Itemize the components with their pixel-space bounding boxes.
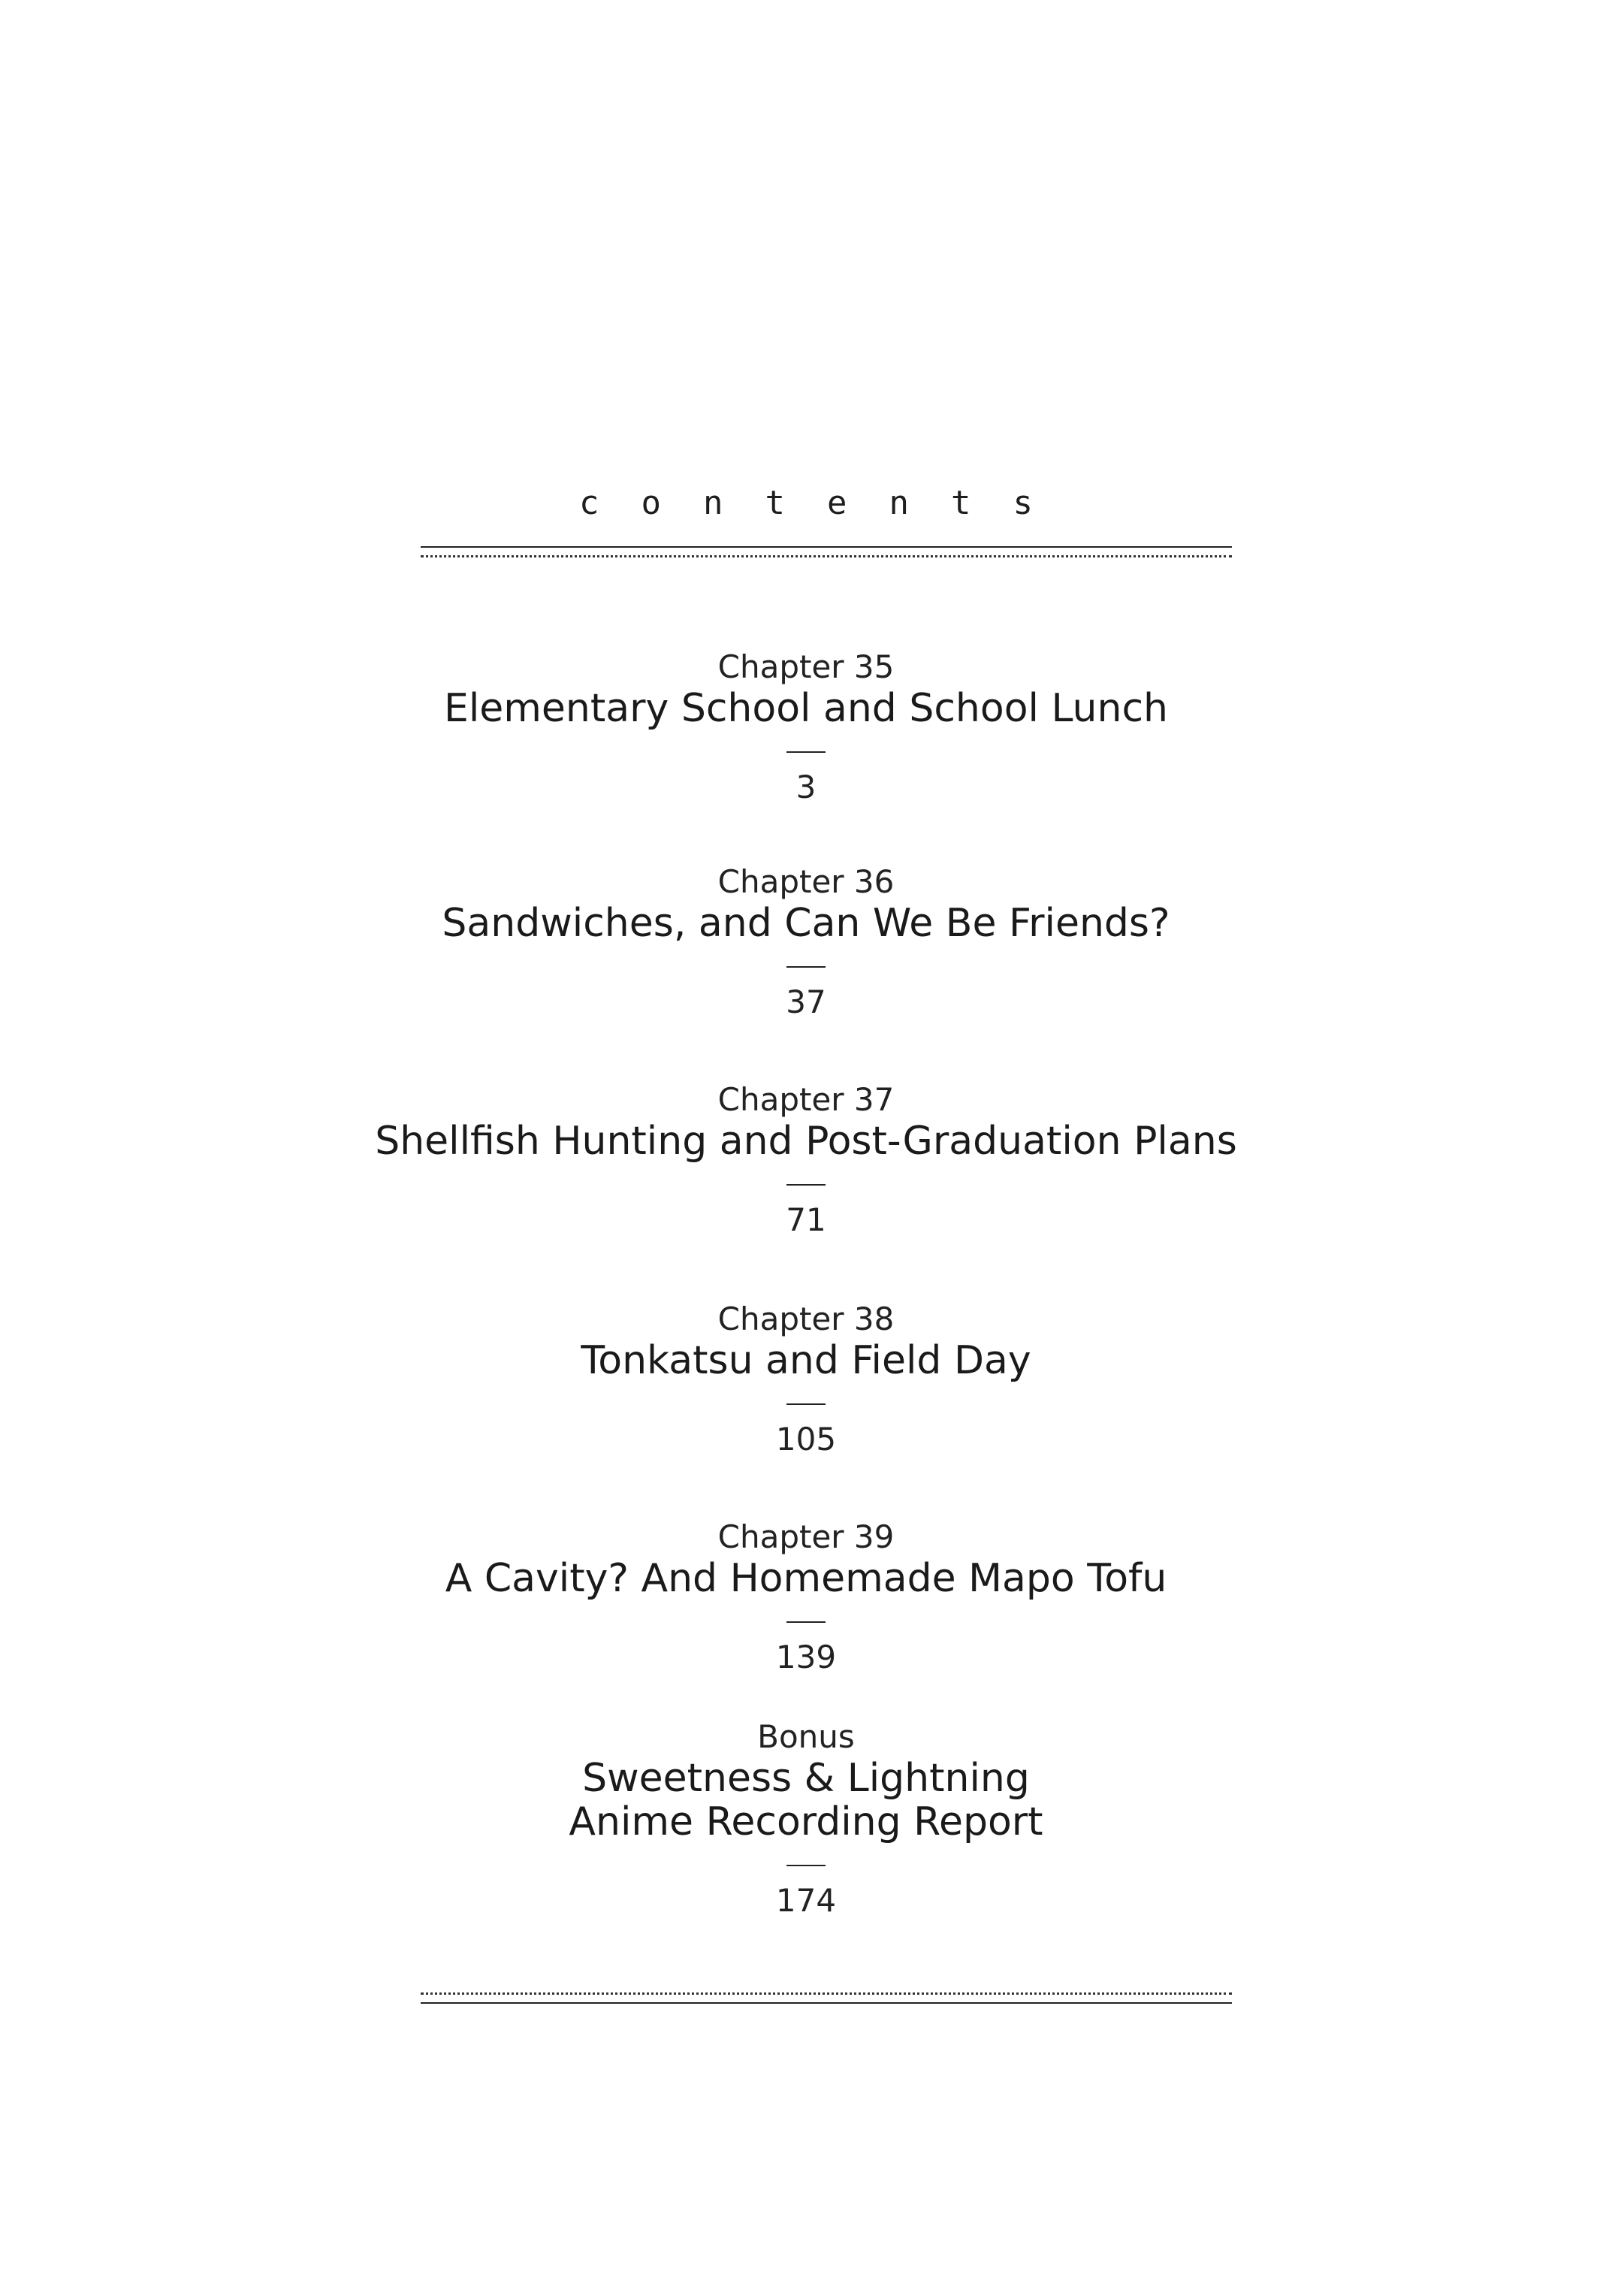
- page-number: 71: [786, 1201, 826, 1238]
- bottom-divider-solid-line: [421, 2002, 1232, 2004]
- chapter-title: A Cavity? And Homemade Mapo Tofu: [445, 1556, 1167, 1601]
- bonus-label: Bonus: [757, 1718, 855, 1755]
- chapter-label: Chapter 38: [717, 1301, 895, 1337]
- chapter-title: Sandwiches, and Can We Be Friends?: [442, 901, 1170, 946]
- chapter-title: Shellfish Hunting and Post-Graduation Plans: [375, 1119, 1237, 1164]
- toc-entry-chapter-35: [0, 648, 1612, 805]
- chapter-label: Chapter 36: [717, 863, 895, 900]
- chapter-title: Tonkatsu and Field Day: [581, 1338, 1031, 1383]
- separator-dash: [786, 966, 826, 968]
- toc-entry-chapter-39: [0, 1518, 1612, 1675]
- page-number: 105: [775, 1421, 837, 1458]
- toc-entry-chapter-38: [0, 1300, 1612, 1458]
- separator-dash: [786, 1403, 826, 1405]
- page-number: 3: [795, 769, 817, 805]
- bottom-divider-dotted-line: [421, 1992, 1232, 1995]
- bonus-title-line-2: Anime Recording Report: [569, 1799, 1043, 1844]
- separator-dash: [786, 751, 826, 753]
- chapter-label: Chapter 37: [717, 1081, 895, 1118]
- page-number: 139: [775, 1639, 837, 1675]
- chapter-label: Chapter 39: [717, 1518, 895, 1555]
- bonus-title-line-1: Sweetness & Lightning: [582, 1756, 1030, 1801]
- separator-dash: [786, 1621, 826, 1623]
- top-divider-solid-line: [421, 546, 1232, 548]
- top-divider: [421, 546, 1232, 557]
- chapter-label: Chapter 35: [717, 648, 895, 685]
- toc-entry-chapter-37: [0, 1080, 1612, 1238]
- separator-dash: [786, 1865, 826, 1866]
- page-number: 37: [786, 983, 826, 1020]
- chapter-title: Elementary School and School Lunch: [443, 686, 1169, 731]
- top-divider-dotted-line: [421, 555, 1232, 557]
- toc-entry-chapter-36: [0, 863, 1612, 1020]
- separator-dash: [786, 1184, 826, 1186]
- contents-heading: contents: [579, 484, 1075, 522]
- page-number: 174: [775, 1882, 837, 1919]
- bottom-divider: [421, 1992, 1232, 2004]
- toc-entry-bonus: [0, 1717, 1612, 1919]
